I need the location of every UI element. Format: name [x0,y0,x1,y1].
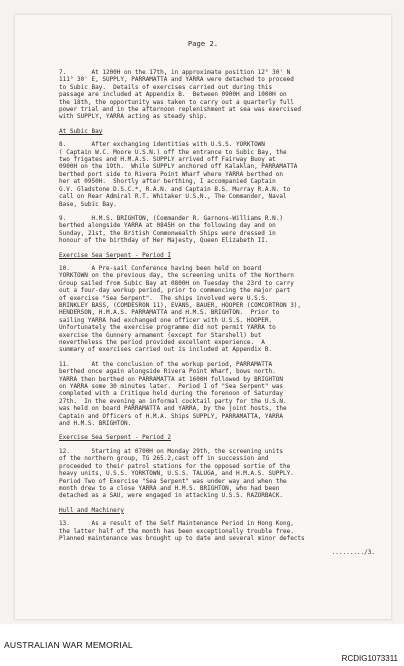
paragraph-13: 13. As a result of the Self Maintenance Period in Hong Kong, the latter half of the month has been exceptionally trouble free. Planned maintenance was brought up to date and several minor defects [59,520,305,542]
section-heading-sea-serpent-period-2: Exercise Sea Serpent - Period 2 [59,434,171,442]
paragraph-11: 11. At the conclusion of the workup period, PARRAMATTA berthed once again alongside Rivera Point Wharf, bows north. YARRA then berthed on PARRAMATTA at 1600H followed by BRIGHTON on YARRA some 30 minutes later. Period I of "Sea Serpent" was completed with a Critique held during the forenoon of Saturday 27th. In the evening an informal cocktail party for the U.S.N. was held on board PARRAMATTA and YARRA, by the joint hosts, the Captain and Officers of H.M.A. Ships SUPPLY, PARRAMATTA, YARRA and H.M.S. BRIGHTON. [59,360,287,428]
paragraph-10: 10. A Pre-sail Conference having been held on board YORKTOWN on the previous day, the screening units of the Northern Group sailed from Subic Bay at 0800H on Tuesday the 23rd to carry out a four-day workup period, prior to commencing the major part of exercise "Sea Serpent". The ships involved were U.S.S. BRINKLEY BASS, (COMDESRON 11), EVANS, BAUER, HOOPER (COMCORTRON 3), HENDERSON, H.M.A.S. PARRAMATTA and H.M.S. BRIGHTON. Prior to sailing YARRA had exchanged one officer with U.S.S. HOOPER. Unfortunately the exercise programme did not permit YARRA to exercise the Gunnery armament (except for Starshell) but nevertheless the period provided excellent experience. A summary of exercises carried out is included at Appendix B. [59,264,302,354]
page-number: Page 2. [187,39,219,48]
paragraph-7: 7. At 1200H on the 17th, in approximate position 12° 30' N 111° 30' E, SUPPLY, PARRAMATTA and YARRA were detached to proceed to Subic Bay. Details of exercises carried out during this passage are included at Appendix B. Between 0900H and 1000H on the 18th, the opportunity was taken to carry out a quarterly full power trial and in the afternoon replenishment at sea was exercised with SUPPLY, YARRA acting as steady ship. [59,69,302,121]
section-heading-hull-machinery: Hull and Machinery [59,506,125,514]
archive-name: AUSTRALIAN WAR MEMORIAL [4,640,133,650]
paragraph-8: 8. After exchanging identities with U.S.S. YORKTOWN ( Captain W.C. Moore U.S.N.) off the entrance to Subic Bay, the two frigates and H.M.A.S. SUPPLY arrived off Fairway Buoy at 0900H on the 19th. While SUPPLY anchored off Kalaklan, PARRAMATTA berthed port side to Rivera Point Wharf where YARRA berthed on her at 0950H. Shortly after berthing, I accompanied Captain G.V. Gladstone D.S.C.*, R.A.N. and Captain B.S. Murray R.A.N. to call on Rear Admiral R.T. Whitaker U.S.N., The Commander, Naval Base, Subic Bay. [59,141,298,208]
section-heading-sea-serpent-period-1: Exercise Sea Serpent - Period I [59,251,171,259]
continuation-marker: ........./3. [331,549,375,557]
record-reference: RCDIG1073311 [341,654,398,663]
archive-footer [0,624,404,666]
section-heading-subic-bay: At Subic Bay [59,127,103,135]
paragraph-9: 9. H.M.S. BRIGHTON, (Commander R. Garnons-Williams R.N.) berthed alongside YARRA at 0845H on the following day and on Sunday, 21st, the British Commonwealth Ships were dressed in honour of the birthday of Her Majesty, Queen Elizabeth II. [59,214,283,245]
document-body [59,69,379,557]
document-page [14,14,392,620]
paragraph-12: 12. Starting at 0700H on Monday 29th, the screening units of the northern group, TG 265.2,cast off in succession and proceeded to their patrol stations for the opposed sortie of the heavy units, U.S.S. YORKTOWN, U.S.S. TALUGA, and H.M.A.S. SUPPLY. Period Two of Exercise "Sea Serpent" was under way and when the month drew to a close YARRA and H.M.S. BRIGHTON, who had been detached as a SAU, were engaged in attacking U.S.S. RAZORBACK. [59,447,294,500]
